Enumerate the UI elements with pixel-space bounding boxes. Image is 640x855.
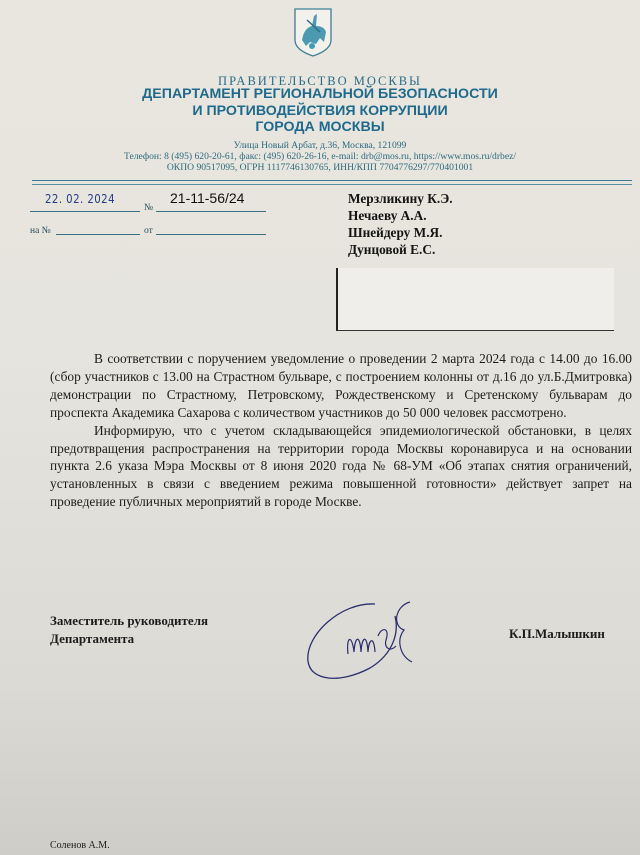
from-underline — [156, 234, 266, 235]
moscow-coat-of-arms-icon — [292, 6, 334, 58]
recipient: Нечаеву А.А. — [348, 208, 427, 223]
date-underline — [30, 211, 140, 212]
handwritten-signature-icon — [300, 596, 440, 686]
department-name — [0, 86, 640, 136]
body-paragraph: В соответствии с поручением уведомление о проведении 2 марта 2024 года с 14.00 до 16.00 (сбор участников с 13.00 на Страстном бульваре, с построением колонны от д.16 до ул.Б.Дмитровка) демонстрации по Страстному, Петровскому, Рождественскому и Сретенскому бульварам до проспекта Академика Сахарова с количеством участников до 50 000 человек рассмотрено. — [50, 351, 632, 420]
government-heading: ПРАВИТЕЛЬСТВО МОСКВЫ — [218, 74, 422, 88]
registry-codes: ОКПО 90517095, ОГРН 1117746130765, ИНН/КПП 7704776297/770401001 — [166, 162, 474, 173]
number-label: № — [144, 203, 154, 213]
recipient: Шнейдеру М.Я. — [348, 225, 443, 240]
recipient: Мерзликину К.Э. — [348, 191, 453, 206]
department-line-1: ДЕПАРТАМЕНТ РЕГИОНАЛЬНОЙ БЕЗОПАСНОСТИ — [142, 86, 498, 102]
letter-date: 22. 02. 2024 — [45, 192, 115, 206]
postal-address: Улица Новый Арбат, д.36, Москва, 121099 — [233, 140, 407, 151]
reference-label: на № — [30, 226, 51, 236]
from-label: от — [144, 226, 153, 236]
signatory-name: К.П.Малышкин — [509, 626, 605, 641]
department-line-3: ГОРОДА МОСКВЫ — [255, 119, 385, 135]
signatory-title-line-1: Заместитель руководителя — [50, 613, 209, 628]
executor-name: Соленов А.М. — [50, 840, 110, 851]
redacted-address-box — [336, 268, 614, 331]
signatory-title — [50, 612, 208, 648]
outgoing-number: 21-11-56/24 — [170, 190, 245, 206]
header-divider-thin — [32, 184, 632, 185]
header-divider — [32, 180, 632, 181]
recipients-block — [348, 190, 453, 258]
letter-body — [50, 350, 632, 511]
signatory-title-line-2: Департамента — [50, 631, 135, 646]
body-paragraph: Информирую, что с учетом складывающейся эпидемиологической обстановки, в целях предотвращения распространения на территории города Москвы коронавируса и на основании пункта 2.6 указа Мэра Москвы от 8 июня 2020 года № 68-УМ «Об этапах снятия ограничений, установленных в связи с введением режима повышенной готовности» действует запрет на проведение публичных мероприятий в городе Москве. — [50, 422, 632, 510]
contact-details — [0, 140, 640, 173]
reference-underline — [56, 234, 140, 235]
number-underline — [156, 211, 266, 212]
department-line-2: И ПРОТИВОДЕЙСТВИЯ КОРРУПЦИИ — [192, 102, 448, 119]
phone-email-line: Телефон: 8 (495) 620-20-61, факс: (495) 620-26-16, e-mail: drb@mos.ru, https://www.mos.ru/drbez/ — [123, 151, 517, 162]
recipient: Дунцовой Е.С. — [348, 242, 436, 257]
